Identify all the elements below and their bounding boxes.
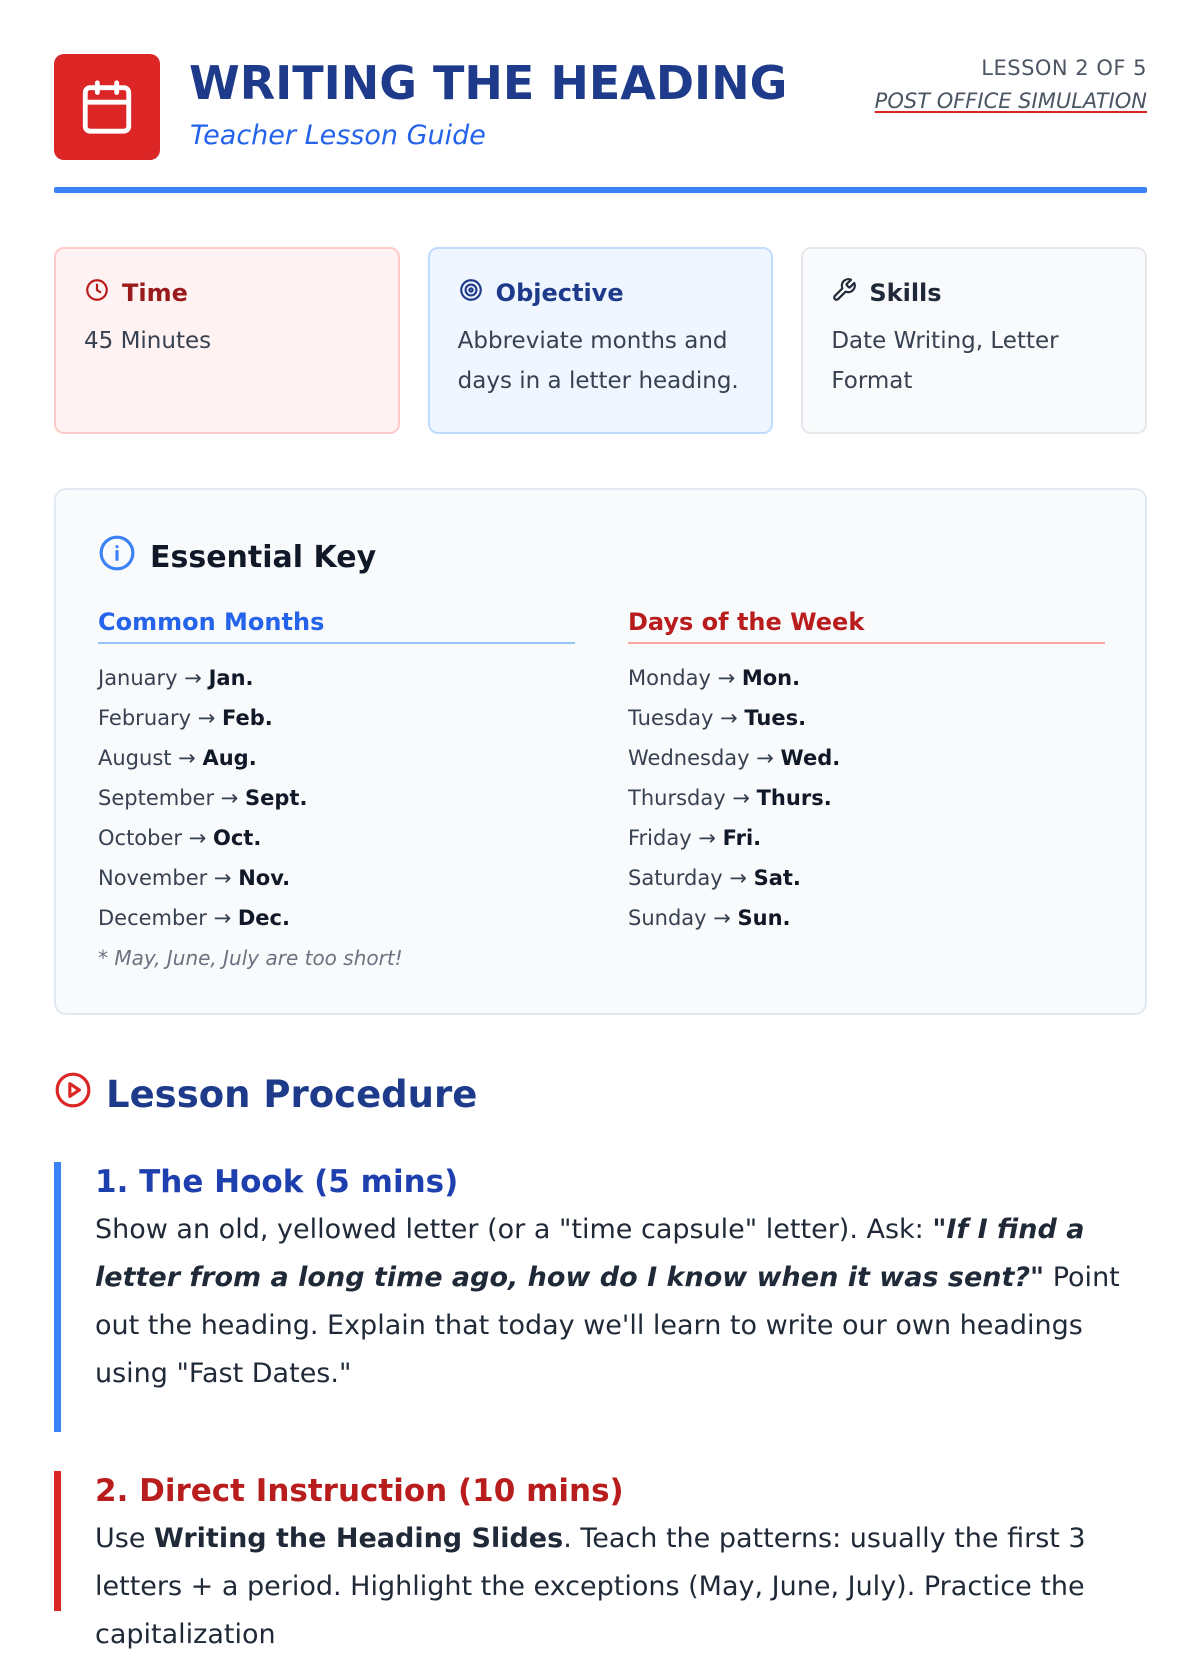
- month-full: September: [98, 786, 215, 810]
- list-item: November → Nov.: [98, 866, 291, 890]
- info-cards: [54, 247, 1147, 434]
- objective-card: [428, 247, 774, 434]
- months-title: Common Months: [98, 608, 575, 644]
- month-abbr: Aug.: [202, 746, 257, 770]
- procedure-step-hook: [54, 1162, 1147, 1432]
- day-abbr: Fri.: [722, 826, 762, 850]
- skills-label: Skills: [869, 279, 942, 307]
- list-item: February → Feb.: [98, 706, 273, 730]
- days-title: Days of the Week: [628, 608, 1105, 644]
- month-abbr: Dec.: [237, 906, 290, 930]
- procedure-step-direct-instruction: [54, 1471, 1147, 1650]
- list-item: January → Jan.: [98, 666, 254, 690]
- clock-icon: [84, 277, 110, 309]
- month-abbr: Sept.: [245, 786, 308, 810]
- month-full: December: [98, 906, 207, 930]
- month-abbr: Nov.: [238, 866, 291, 890]
- day-full: Thursday: [628, 786, 726, 810]
- list-item: Wednesday → Wed.: [628, 746, 841, 770]
- step-quote: "If I find a letter from a long time ago, how do I know when it was sent?": [95, 1214, 1085, 1293]
- month-full: October: [98, 826, 183, 850]
- months-note: * May, June, July are too short!: [98, 946, 403, 970]
- day-abbr: Thurs.: [756, 786, 832, 810]
- time-value: 45 Minutes: [84, 328, 212, 354]
- procedure-title: Lesson Procedure: [106, 1073, 478, 1116]
- step-text: Point out the heading. Explain that today we'll learn to write our own headings using "Fast Dates.": [95, 1262, 1120, 1389]
- months-list: [98, 658, 575, 978]
- days-column: [628, 608, 1105, 938]
- list-item: Saturday → Sat.: [628, 866, 801, 890]
- day-abbr: Mon.: [741, 666, 801, 690]
- month-abbr: Jan.: [208, 666, 254, 690]
- step-text: . Teach the patterns: usually the first 3 letters + a period. Highlight the exceptions (May, June, July). Practice the capitalization: [95, 1523, 1086, 1650]
- skills-card: [801, 247, 1147, 434]
- list-item: December → Dec.: [98, 906, 290, 930]
- day-abbr: Wed.: [780, 746, 841, 770]
- day-abbr: Tues.: [744, 706, 807, 730]
- month-abbr: Feb.: [222, 706, 273, 730]
- day-abbr: Sun.: [737, 906, 791, 930]
- list-item: Tuesday → Tues.: [628, 706, 807, 730]
- essential-key-panel: [54, 488, 1147, 1015]
- month-full: January: [98, 666, 178, 690]
- step-text: Show an old, yellowed letter (or a "time capsule" letter). Ask:: [95, 1214, 933, 1245]
- procedure-header: [54, 1071, 477, 1118]
- day-abbr: Sat.: [753, 866, 801, 890]
- month-full: November: [98, 866, 208, 890]
- months-column: [98, 608, 575, 978]
- step-body: [95, 1206, 1147, 1398]
- play-circle-icon: [54, 1071, 92, 1118]
- time-label: Time: [122, 279, 188, 307]
- wrench-icon: [831, 277, 857, 309]
- skills-value: Date Writing, Letter Format: [831, 328, 1059, 394]
- list-item: Monday → Mon.: [628, 666, 801, 690]
- objective-card-header: [458, 277, 744, 309]
- month-abbr: Oct.: [213, 826, 262, 850]
- list-item: Thursday → Thurs.: [628, 786, 832, 810]
- essential-key-header: [98, 534, 376, 580]
- step-title: 2. Direct Instruction (10 mins): [95, 1473, 624, 1509]
- simulation-link[interactable]: POST OFFICE SIMULATION: [874, 89, 1147, 113]
- day-full: Saturday: [628, 866, 723, 890]
- page-subtitle: Teacher Lesson Guide: [190, 120, 486, 151]
- slides-reference: Writing the Heading Slides: [154, 1523, 564, 1554]
- day-full: Wednesday: [628, 746, 750, 770]
- lesson-number: LESSON 2 OF 5: [981, 56, 1147, 80]
- objective-value: Abbreviate months and days in a letter heading.: [457, 328, 739, 394]
- lesson-header: [54, 54, 1147, 194]
- day-full: Friday: [628, 826, 692, 850]
- day-full: Monday: [628, 666, 711, 690]
- skills-card-header: [831, 277, 1117, 309]
- step-body: [95, 1515, 1147, 1659]
- list-item: Friday → Fri.: [628, 826, 762, 850]
- list-item: September → Sept.: [98, 786, 308, 810]
- day-full: Sunday: [628, 906, 707, 930]
- time-card-header: [84, 277, 370, 309]
- target-icon: [458, 277, 484, 309]
- header-divider: [54, 187, 1147, 193]
- days-list: [628, 658, 1105, 938]
- objective-label: Objective: [495, 279, 624, 307]
- list-item: August → Aug.: [98, 746, 257, 770]
- day-full: Tuesday: [628, 706, 714, 730]
- month-full: February: [98, 706, 192, 730]
- calendar-icon: [54, 54, 160, 160]
- info-icon: [98, 534, 136, 580]
- month-full: August: [98, 746, 172, 770]
- list-item: Sunday → Sun.: [628, 906, 791, 930]
- step-text: Use: [95, 1523, 155, 1554]
- list-item: October → Oct.: [98, 826, 262, 850]
- essential-key-title: Essential Key: [150, 539, 377, 575]
- page-title: WRITING THE HEADING: [189, 56, 788, 110]
- time-card: [54, 247, 400, 434]
- step-title: 1. The Hook (5 mins): [95, 1164, 459, 1200]
